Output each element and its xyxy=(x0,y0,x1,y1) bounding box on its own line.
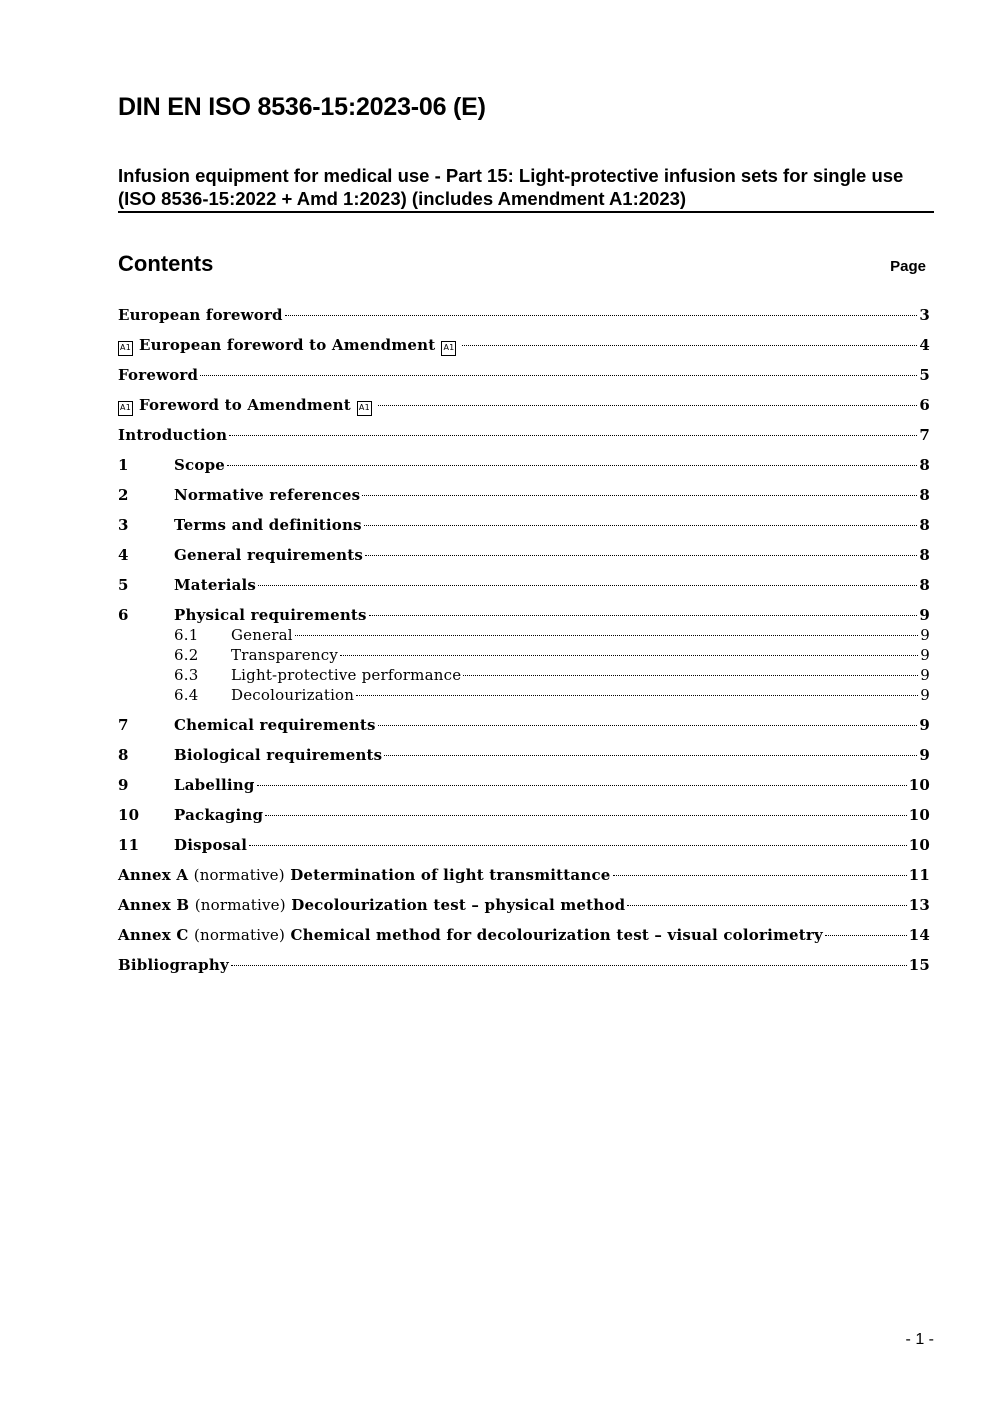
toc-entry-title: Light-protective performance xyxy=(231,666,462,684)
toc-annex-entry[interactable] xyxy=(118,923,930,953)
toc-entry[interactable] xyxy=(118,453,930,483)
dot-leader xyxy=(227,465,917,466)
toc-entry-page: 7 xyxy=(919,426,930,444)
toc-entry-page: 9 xyxy=(920,686,930,704)
toc-entry-title: Disposal xyxy=(174,836,248,854)
toc-entry-page: 8 xyxy=(919,546,930,564)
toc-annex-entry[interactable] xyxy=(118,893,930,923)
toc-entry-page: 3 xyxy=(919,306,930,324)
toc-entry[interactable] xyxy=(118,713,930,743)
dot-leader xyxy=(613,875,907,876)
dot-leader xyxy=(362,495,917,496)
toc-entry-title: European foreword xyxy=(118,306,283,324)
toc-entry-page: 10 xyxy=(908,836,930,854)
toc-entry[interactable] xyxy=(118,573,930,603)
toc-entry-page: 9 xyxy=(919,606,930,624)
amendment-start-icon: A1 xyxy=(118,401,133,416)
toc-entry-title: Chemical requirements xyxy=(174,716,376,734)
toc-subentry[interactable] xyxy=(118,625,930,645)
contents-heading: Contents xyxy=(118,251,214,276)
toc-entry-number: 6.4 xyxy=(174,686,199,704)
toc-entry-page: 9 xyxy=(920,646,930,664)
toc-entry-page: 8 xyxy=(919,486,930,504)
toc-entry-number: 10 xyxy=(118,806,140,824)
toc-entry[interactable] xyxy=(118,303,930,333)
toc-entry-title: Physical requirements xyxy=(174,606,367,624)
toc-entry-title: General xyxy=(231,626,293,644)
toc-entry-number: 1 xyxy=(118,456,129,474)
toc-subentry[interactable] xyxy=(118,685,930,705)
toc-entry[interactable] xyxy=(118,803,930,833)
toc-entry-page: 5 xyxy=(919,366,930,384)
toc-entry-title: Materials xyxy=(174,576,257,594)
toc-entry-title: Normative references xyxy=(174,486,361,504)
dot-leader xyxy=(265,815,906,816)
dot-leader xyxy=(462,345,917,346)
dot-leader xyxy=(229,435,917,436)
toc-entry-page: 8 xyxy=(919,516,930,534)
toc-entry-number: 6 xyxy=(118,606,129,624)
toc-entry[interactable] xyxy=(118,513,930,543)
dot-leader xyxy=(257,785,907,786)
toc-entry-title: Foreword to Amendment xyxy=(139,396,351,414)
toc-entry[interactable] xyxy=(118,543,930,573)
dot-leader xyxy=(295,635,919,636)
toc-subentry[interactable] xyxy=(118,665,930,685)
dot-leader xyxy=(364,525,918,526)
toc-entry-title: Introduction xyxy=(118,426,228,444)
dot-leader xyxy=(356,695,918,696)
dot-leader xyxy=(258,585,917,586)
toc-entry-title: General requirements xyxy=(174,546,364,564)
toc-entry-number: 6.2 xyxy=(174,646,199,664)
table-of-contents xyxy=(118,303,930,983)
toc-entry[interactable] xyxy=(118,333,930,363)
dot-leader xyxy=(378,725,918,726)
toc-entry-number: 8 xyxy=(118,746,129,764)
toc-entry-number: 4 xyxy=(118,546,129,564)
toc-entry-title: Chemical method for decolourization test – visual colorimetry xyxy=(290,926,823,944)
toc-entry[interactable] xyxy=(118,743,930,773)
dot-leader xyxy=(378,405,917,406)
toc-entry-title: Terms and definitions xyxy=(174,516,362,534)
page-column-label: Page xyxy=(890,258,926,275)
toc-entry-page: 13 xyxy=(908,896,930,914)
toc-entry[interactable] xyxy=(118,773,930,803)
toc-entry-number: 6.1 xyxy=(174,626,199,644)
dot-leader xyxy=(825,935,907,936)
toc-entry-title: Decolourization test – physical method xyxy=(291,896,626,914)
toc-entry-number: 7 xyxy=(118,716,129,734)
toc-entry[interactable] xyxy=(118,393,930,423)
toc-entry-page: 15 xyxy=(908,956,930,974)
toc-entry[interactable] xyxy=(118,833,930,863)
dot-leader xyxy=(627,905,906,906)
toc-entry-number: 6.3 xyxy=(174,666,199,684)
toc-entry[interactable] xyxy=(118,483,930,513)
toc-entry-title: Determination of light transmittance xyxy=(290,866,611,884)
document-id: DIN EN ISO 8536-15:2023-06 (E) xyxy=(118,93,486,121)
dot-leader xyxy=(249,845,907,846)
toc-entry-title: Transparency xyxy=(231,646,339,664)
toc-entry-title: Labelling xyxy=(174,776,255,794)
toc-annex-entry[interactable] xyxy=(118,863,930,893)
toc-entry-title: Decolourization xyxy=(231,686,355,704)
page-number: - 1 - xyxy=(905,1331,934,1348)
toc-entry-title: Bibliography xyxy=(118,956,229,974)
toc-entry[interactable] xyxy=(118,363,930,393)
dot-leader xyxy=(200,375,917,376)
dot-leader xyxy=(285,315,918,316)
toc-entry-title: Biological requirements xyxy=(174,746,383,764)
toc-entry-title: European foreword to Amendment xyxy=(139,336,436,354)
amendment-end-icon: A1 xyxy=(357,401,372,416)
toc-entry-page: 9 xyxy=(920,626,930,644)
toc-entry-title: Scope xyxy=(174,456,226,474)
dot-leader xyxy=(365,555,917,556)
toc-entry-page: 11 xyxy=(908,866,930,884)
annex-qualifier: (normative) xyxy=(193,866,285,884)
toc-entry-number: 11 xyxy=(118,836,140,854)
toc-entry-page: 9 xyxy=(919,716,930,734)
toc-entry-number: 2 xyxy=(118,486,129,504)
document-title: Infusion equipment for medical use - Part 15: Light-protective infusion sets for single use (ISO 8536-15:2022 + Amd 1:2023) (includes Amendment A1:2023) xyxy=(118,164,934,213)
toc-entry[interactable] xyxy=(118,423,930,453)
annex-label: Annex A xyxy=(118,866,189,884)
annex-qualifier: (normative) xyxy=(193,926,286,944)
toc-entry-number: 3 xyxy=(118,516,129,534)
toc-entry-page: 14 xyxy=(908,926,930,944)
dot-leader xyxy=(463,675,918,676)
amendment-start-icon: A1 xyxy=(118,341,133,356)
toc-entry-page: 6 xyxy=(919,396,930,414)
toc-entry-page: 9 xyxy=(919,746,930,764)
amendment-end-icon: A1 xyxy=(441,341,456,356)
dot-leader xyxy=(231,965,907,966)
toc-entry[interactable] xyxy=(118,953,930,983)
toc-entry-page: 4 xyxy=(919,336,930,354)
toc-entry-page: 10 xyxy=(908,776,930,794)
toc-entry-page: 10 xyxy=(908,806,930,824)
toc-entry-number: 9 xyxy=(118,776,129,794)
dot-leader xyxy=(369,615,918,616)
dot-leader xyxy=(340,655,918,656)
toc-entry-page: 8 xyxy=(919,456,930,474)
toc-entry-number: 5 xyxy=(118,576,129,594)
annex-label: Annex C xyxy=(118,926,189,944)
annex-qualifier: (normative) xyxy=(194,896,286,914)
dot-leader xyxy=(384,755,917,756)
toc-entry-page: 8 xyxy=(919,576,930,594)
toc-subentry[interactable] xyxy=(118,645,930,665)
annex-label: Annex B xyxy=(118,896,190,914)
toc-entry-title: Foreword xyxy=(118,366,199,384)
toc-entry-title: Packaging xyxy=(174,806,264,824)
toc-entry-page: 9 xyxy=(920,666,930,684)
